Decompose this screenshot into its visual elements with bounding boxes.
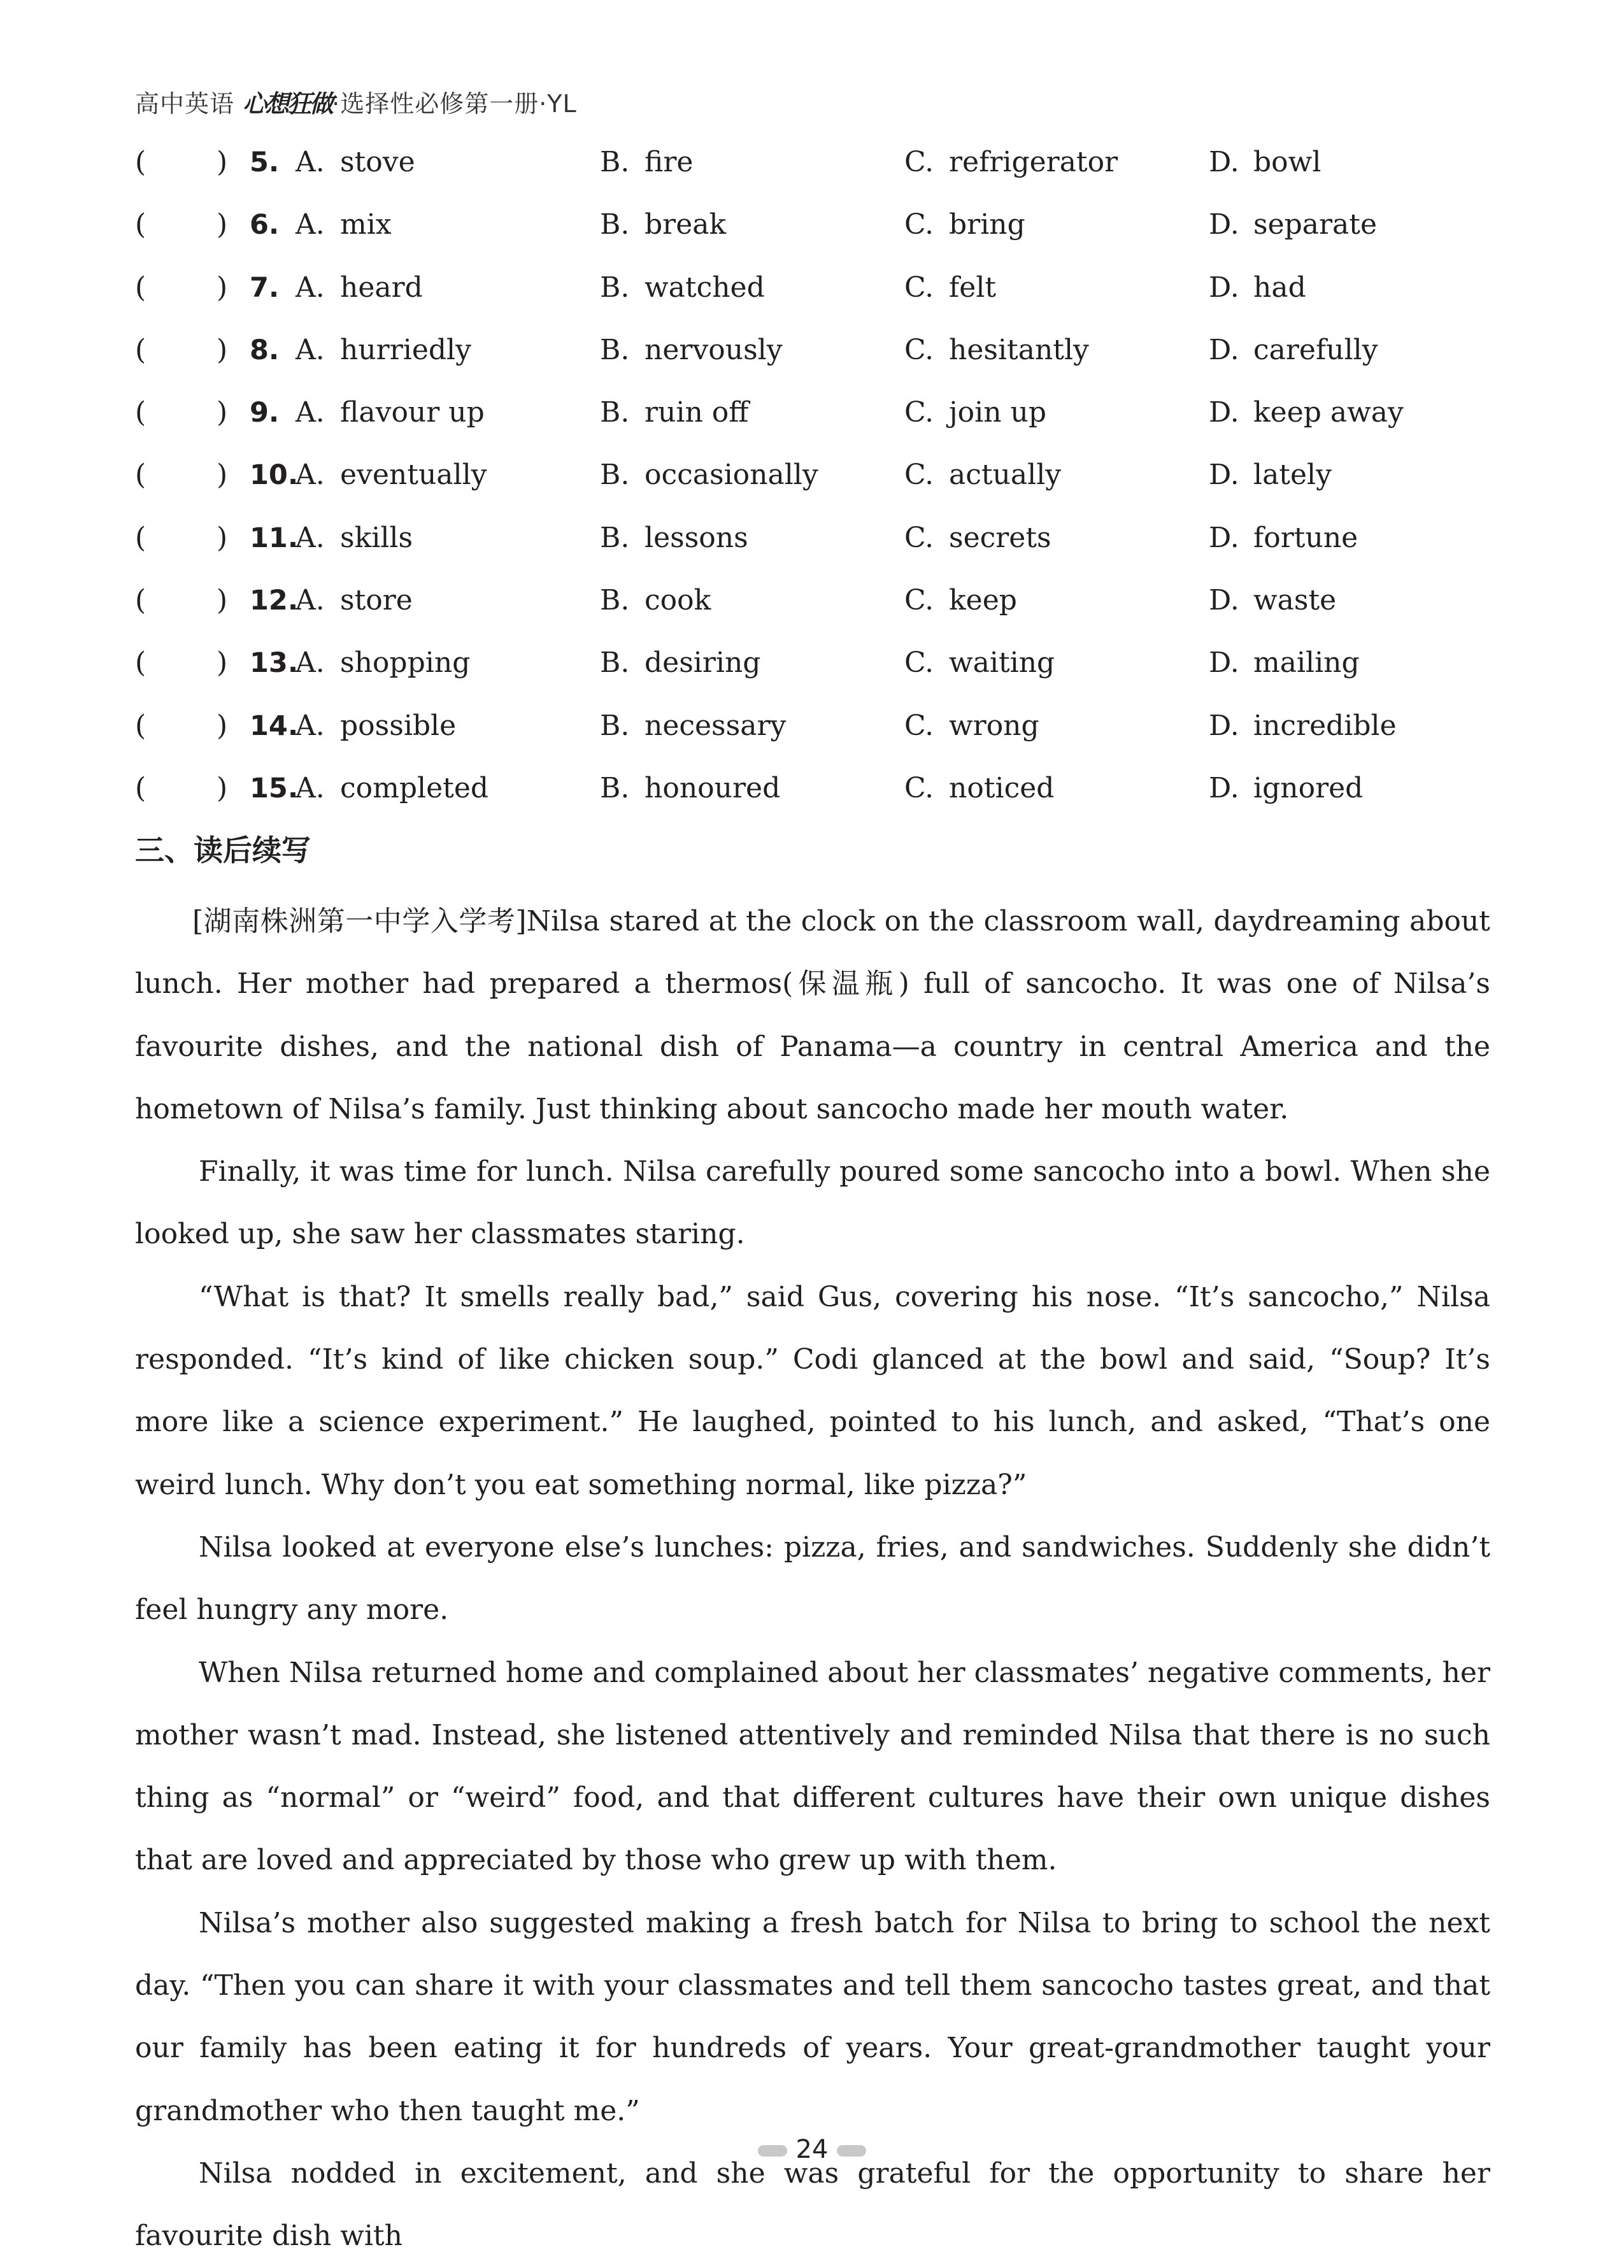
answer-blank-close: ) xyxy=(217,521,228,554)
question-row xyxy=(135,199,1511,262)
option-b xyxy=(600,763,780,814)
option-text: ignored xyxy=(1253,771,1364,804)
option-letter: A. xyxy=(296,584,325,617)
option-text: fortune xyxy=(1253,521,1358,554)
option-c xyxy=(904,137,1118,188)
option-d xyxy=(1209,763,1363,814)
answer-blank-open[interactable]: ( xyxy=(135,396,146,429)
answer-blank-close: ) xyxy=(217,333,228,366)
answer-blank-open[interactable]: ( xyxy=(135,333,146,366)
option-letter: A. xyxy=(296,271,325,304)
option-letter: A. xyxy=(296,396,325,429)
option-c xyxy=(904,763,1054,814)
option-a xyxy=(296,513,413,564)
question-number: 14. xyxy=(250,710,299,742)
answer-blank-open[interactable]: ( xyxy=(135,521,146,554)
question-row xyxy=(135,575,1511,638)
section-title: 三、读后续写 xyxy=(135,833,311,867)
option-letter: A. xyxy=(296,459,325,492)
question-number: 8. xyxy=(250,334,280,366)
option-text: incredible xyxy=(1253,709,1397,742)
passage-paragraph: Nilsa’s mother also suggested making a fresh batch for Nilsa to bring to school the next day. “Then you can share it with your classmates and tell them sancocho tastes great, and that our family has been eating it for hundreds of years. Your great-grandmother taught your grandmother who then taught me.” xyxy=(135,1906,1490,2127)
option-b xyxy=(600,199,726,250)
question-number: 13. xyxy=(250,647,299,680)
option-letter: D. xyxy=(1209,771,1239,804)
option-text: lessons xyxy=(645,521,748,554)
option-text: bowl xyxy=(1253,146,1321,178)
question-number: 10. xyxy=(250,459,299,492)
question-row xyxy=(135,450,1511,512)
option-text: heard xyxy=(340,271,423,304)
option-letter: D. xyxy=(1209,271,1239,304)
option-c xyxy=(904,513,1051,564)
option-text: keep xyxy=(949,584,1017,617)
answer-blank-open[interactable]: ( xyxy=(135,709,146,742)
option-text: flavour up xyxy=(340,396,485,429)
option-a xyxy=(296,387,485,438)
answer-blank-close: ) xyxy=(217,459,228,492)
option-letter: A. xyxy=(296,771,325,804)
option-text: shopping xyxy=(340,646,471,680)
option-letter: B. xyxy=(600,146,630,178)
option-text: lately xyxy=(1253,459,1332,492)
option-letter: B. xyxy=(600,333,630,366)
option-b xyxy=(600,638,760,688)
option-text: carefully xyxy=(1253,333,1378,366)
option-letter: C. xyxy=(904,646,934,680)
option-letter: C. xyxy=(904,396,934,429)
option-text: noticed xyxy=(949,771,1055,804)
question-row xyxy=(135,638,1511,700)
option-letter: D. xyxy=(1209,521,1239,554)
header-book: ·选择性必修第一册·YL xyxy=(332,90,577,118)
question-row xyxy=(135,325,1511,387)
option-letter: C. xyxy=(904,333,934,366)
option-b xyxy=(600,262,765,313)
option-d xyxy=(1209,450,1332,501)
question-number: 7. xyxy=(250,271,280,304)
option-text: fire xyxy=(645,146,694,178)
option-text: had xyxy=(1253,271,1306,304)
option-text: cook xyxy=(645,584,711,617)
option-text: separate xyxy=(1253,208,1378,241)
page-footer xyxy=(0,2134,1624,2165)
option-text: keep away xyxy=(1253,396,1404,429)
option-d xyxy=(1209,513,1358,564)
option-c xyxy=(904,262,996,313)
question-row xyxy=(135,701,1511,763)
option-letter: A. xyxy=(296,146,325,178)
answer-blank-open[interactable]: ( xyxy=(135,771,146,804)
option-text: occasionally xyxy=(645,459,818,492)
option-text: nervously xyxy=(645,333,783,366)
question-number: 9. xyxy=(250,397,280,429)
option-letter: B. xyxy=(600,521,630,554)
option-text: desiring xyxy=(645,646,761,680)
option-letter: A. xyxy=(296,521,325,554)
option-text: eventually xyxy=(340,459,487,492)
page-header xyxy=(135,84,577,119)
option-a xyxy=(296,450,487,501)
option-b xyxy=(600,701,786,752)
header-brand-logo: 心想狂做 xyxy=(243,90,332,118)
option-text: secrets xyxy=(949,521,1051,554)
question-row xyxy=(135,137,1511,199)
option-b xyxy=(600,575,711,626)
option-d xyxy=(1209,199,1377,250)
passage-paragraph: Finally, it was time for lunch. Nilsa carefully poured some sancocho into a bowl. When she looked up, she saw her classmates staring. xyxy=(135,1155,1490,1251)
option-b xyxy=(600,513,748,564)
option-letter: C. xyxy=(904,208,934,241)
option-letter: D. xyxy=(1209,584,1239,617)
option-text: honoured xyxy=(645,771,781,804)
option-c xyxy=(904,701,1039,752)
option-letter: D. xyxy=(1209,146,1239,178)
option-a xyxy=(296,701,456,752)
option-a xyxy=(296,638,470,688)
reading-passage xyxy=(135,890,1490,2268)
option-letter: C. xyxy=(904,709,934,742)
option-text: waste xyxy=(1253,584,1337,617)
answer-blank-open[interactable]: ( xyxy=(135,146,146,178)
option-a xyxy=(296,325,471,376)
option-letter: A. xyxy=(296,646,325,680)
header-subject: 高中英语 xyxy=(135,90,235,118)
option-letter: C. xyxy=(904,271,934,304)
option-letter: D. xyxy=(1209,333,1239,366)
option-d xyxy=(1209,575,1336,626)
option-letter: C. xyxy=(904,146,934,178)
option-text: refrigerator xyxy=(949,146,1118,178)
option-letter: A. xyxy=(296,709,325,742)
option-text: wrong xyxy=(949,709,1039,742)
footer-left-bar xyxy=(758,2145,787,2157)
option-text: mix xyxy=(340,208,392,241)
answer-blank-open[interactable]: ( xyxy=(135,459,146,492)
option-text: ruin off xyxy=(645,396,749,429)
answer-blank-open[interactable]: ( xyxy=(135,208,146,241)
answer-blank-open[interactable]: ( xyxy=(135,271,146,304)
option-d xyxy=(1209,137,1321,188)
passage-paragraph: Nilsa nodded in excitement, and she was grateful for the opportunity to share her favourite dish with xyxy=(135,2157,1490,2253)
question-row xyxy=(135,387,1511,450)
option-letter: C. xyxy=(904,459,934,492)
option-text: watched xyxy=(645,271,765,304)
option-text: stove xyxy=(340,146,415,178)
answer-blank-close: ) xyxy=(217,709,228,742)
option-c xyxy=(904,387,1046,438)
option-letter: C. xyxy=(904,521,934,554)
option-a xyxy=(296,199,392,250)
option-c xyxy=(904,638,1055,688)
option-a xyxy=(296,763,488,814)
option-text: join up xyxy=(949,396,1047,429)
option-text: actually xyxy=(949,459,1062,492)
option-letter: C. xyxy=(904,771,934,804)
passage-paragraph: [湖南株洲第一中学入学考]Nilsa stared at the clock on the classroom wall, daydreaming about lunch. Her mother had prepared a thermos(保温瓶) full of sancocho. It was one of Nilsa’s favourite dishes, and the national dish of Panama—a country in central America and the hometown of Nilsa’s family. Just thinking about sancocho made her mouth water. xyxy=(135,905,1490,1125)
passage-paragraph: Nilsa looked at everyone else’s lunches: pizza, fries, and sandwiches. Suddenly she didn’t feel hungry any more. xyxy=(135,1530,1490,1627)
option-letter: B. xyxy=(600,584,630,617)
option-letter: B. xyxy=(600,709,630,742)
option-letter: D. xyxy=(1209,208,1239,241)
answer-blank-close: ) xyxy=(217,271,228,304)
question-row xyxy=(135,513,1511,575)
option-text: hesitantly xyxy=(949,333,1089,366)
option-b xyxy=(600,137,693,188)
question-row xyxy=(135,763,1511,825)
answer-blank-close: ) xyxy=(217,208,228,241)
question-number: 5. xyxy=(250,146,280,178)
answer-blank-close: ) xyxy=(217,146,228,178)
option-d xyxy=(1209,701,1397,752)
option-b xyxy=(600,450,818,501)
footer-right-bar xyxy=(837,2145,866,2157)
option-letter: A. xyxy=(296,333,325,366)
option-text: bring xyxy=(949,208,1025,241)
option-letter: B. xyxy=(600,271,630,304)
option-text: mailing xyxy=(1253,646,1360,680)
option-a xyxy=(296,262,423,313)
option-text: felt xyxy=(949,271,997,304)
question-number: 6. xyxy=(250,209,280,241)
option-a xyxy=(296,575,413,626)
answer-blank-close: ) xyxy=(217,396,228,429)
passage-paragraph: “What is that? It smells really bad,” said Gus, covering his nose. “It’s sancocho,” Nilsa responded. “It’s kind of like chicken soup.” Codi glanced at the bowl and said, “Soup? It’s more like a science experiment.” He laughed, pointed to his lunch, and asked, “That’s one weird lunch. Why don’t you eat something normal, like pizza?” xyxy=(135,1280,1490,1501)
option-text: break xyxy=(645,208,727,241)
answer-blank-open[interactable]: ( xyxy=(135,584,146,617)
option-b xyxy=(600,325,783,376)
option-letter: D. xyxy=(1209,459,1239,492)
answer-blank-close: ) xyxy=(217,771,228,804)
question-number: 11. xyxy=(250,522,299,554)
option-d xyxy=(1209,262,1306,313)
question-row xyxy=(135,262,1511,325)
option-c xyxy=(904,450,1061,501)
question-number: 12. xyxy=(250,585,299,617)
option-d xyxy=(1209,325,1378,376)
option-c xyxy=(904,199,1025,250)
option-text: possible xyxy=(340,709,457,742)
answer-blank-open[interactable]: ( xyxy=(135,646,146,680)
option-letter: D. xyxy=(1209,396,1239,429)
multiple-choice-list xyxy=(135,137,1511,825)
option-text: completed xyxy=(340,771,489,804)
option-letter: A. xyxy=(296,208,325,241)
option-letter: B. xyxy=(600,459,630,492)
option-d xyxy=(1209,387,1404,438)
option-text: necessary xyxy=(645,709,787,742)
option-letter: B. xyxy=(600,771,630,804)
option-b xyxy=(600,387,749,438)
option-d xyxy=(1209,638,1360,688)
page-number: 24 xyxy=(795,2135,829,2164)
answer-blank-close: ) xyxy=(217,646,228,680)
option-a xyxy=(296,137,415,188)
option-text: store xyxy=(340,584,413,617)
option-c xyxy=(904,575,1017,626)
answer-blank-close: ) xyxy=(217,584,228,617)
option-c xyxy=(904,325,1089,376)
option-text: waiting xyxy=(949,646,1055,680)
question-number: 15. xyxy=(250,772,299,804)
option-letter: C. xyxy=(904,584,934,617)
option-letter: D. xyxy=(1209,709,1239,742)
option-text: skills xyxy=(340,521,413,554)
option-letter: B. xyxy=(600,646,630,680)
option-text: hurriedly xyxy=(340,333,471,366)
option-letter: B. xyxy=(600,208,630,241)
option-letter: D. xyxy=(1209,646,1239,680)
option-letter: B. xyxy=(600,396,630,429)
passage-paragraph: When Nilsa returned home and complained about her classmates’ negative comments, her mother wasn’t mad. Instead, she listened attentively and reminded Nilsa that there is no such thing as “normal” or “weird” food, and that different cultures have their own unique dishes that are loved and appreciated by those who grew up with them. xyxy=(135,1656,1490,1877)
